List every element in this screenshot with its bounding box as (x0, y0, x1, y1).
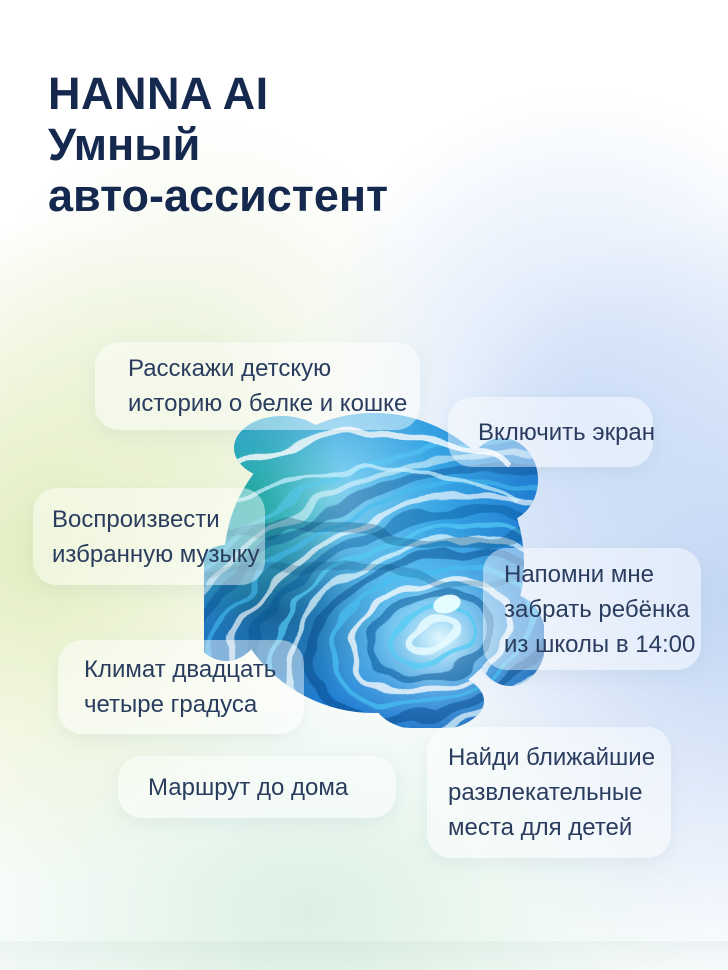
voice-command-bubble-story (95, 342, 420, 430)
bubble-line: места для детей (448, 814, 633, 841)
bubble-line: Воспроизвести (52, 505, 220, 533)
bubble-line: избранную музыку (52, 540, 260, 568)
voice-command-bubble-screen-on (448, 397, 656, 467)
voice-command-bubble-climate (58, 640, 304, 734)
voice-command-bubble-route (118, 756, 396, 818)
voice-command-bubble-music (33, 488, 265, 585)
bubble-line: Маршрут до дома (148, 773, 349, 801)
subtitle-line-2: авто-ассистент (48, 170, 389, 221)
bubble-line: Напомни мне (504, 560, 654, 588)
page-title (48, 68, 388, 221)
bubble-line: забрать ребёнка (504, 595, 690, 623)
subtitle-line-1: Умный (48, 119, 201, 170)
bubble-line: развлекательные (448, 779, 643, 806)
bubble-line: Климат двадцать (84, 656, 277, 683)
brand-name: HANNA AI (48, 68, 269, 119)
bubble-line: Найди ближайшие (448, 744, 656, 771)
bottom-gradient-band (0, 941, 728, 970)
bubble-line: историю о белке и кошке (128, 390, 408, 417)
bubble-line: четыре градуса (84, 691, 258, 718)
bubble-line: из школы в 14:00 (504, 630, 696, 658)
bubble-line: Расскажи детскую (128, 355, 332, 382)
bubble-line: Включить экран (478, 418, 656, 446)
voice-command-bubble-places (427, 727, 671, 858)
voice-command-bubble-reminder (483, 548, 701, 670)
